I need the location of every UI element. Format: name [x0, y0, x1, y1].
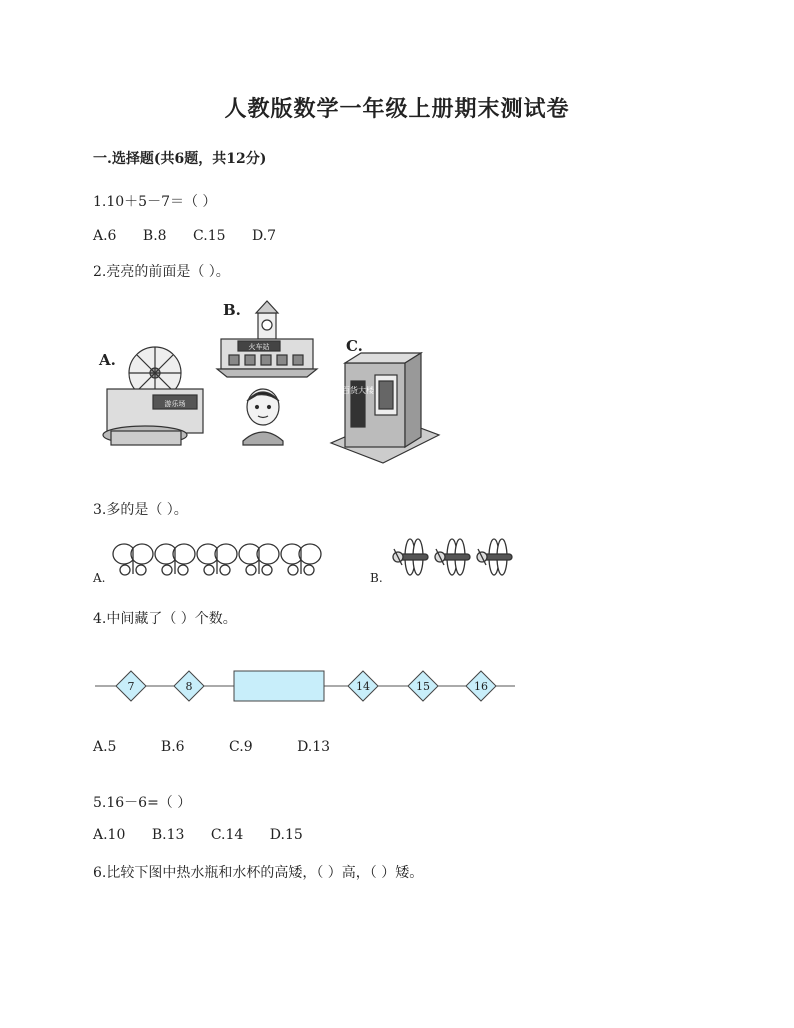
q4-option-c[interactable]: C.9 [229, 739, 253, 755]
sign-department-store: 百货大楼 [342, 386, 374, 395]
label-a: A. [99, 351, 116, 369]
diamond-7 [116, 671, 146, 701]
svg-text:14: 14 [356, 680, 370, 693]
section-heading: 一.选择题(共6题，共12分) [93, 151, 267, 167]
butterfly-icon [155, 544, 195, 575]
butterfly-icon [113, 544, 153, 575]
diamond-8 [174, 671, 204, 701]
butterfly-icon [239, 544, 279, 575]
q5-option-b[interactable]: B.13 [151, 827, 185, 843]
question-2: 2.亮亮的前面是（ ）。 [93, 264, 230, 280]
dragonfly-icon [435, 539, 470, 575]
question-1-options [93, 228, 298, 244]
question-3: 3.多的是（ ）。 [93, 502, 188, 518]
question-4-options [93, 739, 352, 755]
q1-option-d[interactable]: D.7 [251, 228, 277, 244]
sign-amusement: 游乐场 [164, 400, 186, 408]
question-4: 4.中间藏了（ ）个数。 [93, 611, 237, 627]
q5-option-a[interactable]: A.10 [93, 827, 126, 843]
butterflies-group [112, 540, 328, 584]
q1-option-c[interactable]: C.15 [193, 228, 226, 244]
q4-option-a[interactable]: A.5 [93, 739, 117, 755]
dragonfly-icon [393, 539, 428, 575]
question-1: 1.10＋5－7＝（ ） [93, 194, 217, 210]
diamond-16 [466, 671, 496, 701]
q4-option-b[interactable]: B.6 [160, 739, 185, 755]
question-5: 5.16－6=（ ） [93, 795, 192, 811]
dragonflies-group [388, 535, 524, 583]
number-line [93, 666, 519, 706]
dragonfly-icon [477, 539, 512, 575]
child-figure-icon [243, 389, 283, 445]
page-title: 人教版数学一年级上册期末测试卷 [224, 96, 570, 122]
question-2-illustration [93, 295, 447, 465]
q5-option-d[interactable]: D.15 [269, 827, 303, 843]
hidden-numbers-box [234, 671, 324, 701]
diamond-15 [408, 671, 438, 701]
svg-text:8: 8 [185, 680, 193, 693]
q1-option-b[interactable]: B.8 [142, 228, 167, 244]
svg-text:16: 16 [474, 680, 488, 693]
butterfly-icon [197, 544, 237, 575]
svg-text:15: 15 [416, 680, 430, 693]
svg-text:7: 7 [127, 680, 135, 693]
q3-label-a[interactable]: A. [93, 571, 106, 585]
sign-train-station: 火车站 [248, 343, 270, 351]
question-6: 6.比较下图中热水瓶和水杯的高矮，（ ）高，（ ）矮。 [93, 865, 424, 881]
diamond-14 [348, 671, 378, 701]
butterfly-icon [281, 544, 321, 575]
question-5-options [93, 827, 325, 843]
q5-option-c[interactable]: C.14 [210, 827, 244, 843]
label-c: C. [346, 337, 363, 355]
scene-illustration [93, 295, 447, 465]
q3-label-b[interactable]: B. [370, 571, 383, 585]
label-b: B. [223, 301, 241, 319]
q1-option-a[interactable]: A.6 [93, 228, 117, 244]
q4-option-d[interactable]: D.13 [297, 739, 331, 755]
